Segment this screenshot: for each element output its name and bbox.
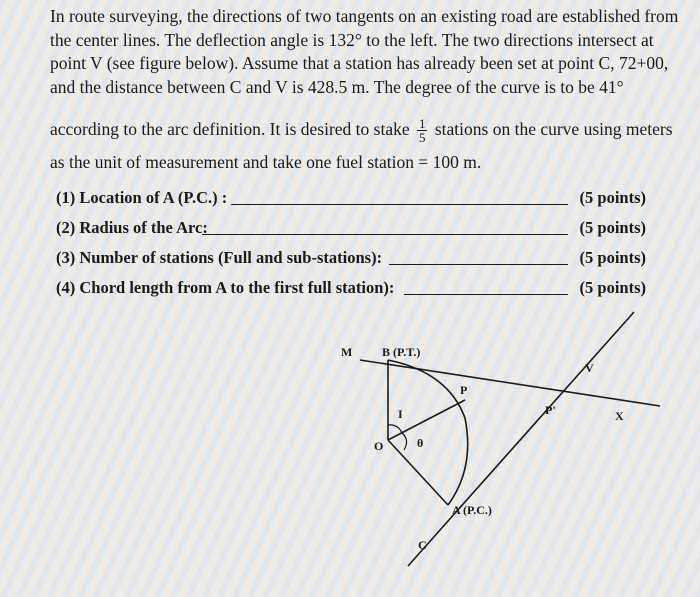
- angle-theta-arc: [402, 433, 407, 450]
- angle-i-arc: [388, 425, 402, 433]
- label-p-prime: P': [545, 403, 556, 417]
- question-4-points: (5 points): [579, 278, 646, 297]
- question-3-points: (5 points): [579, 248, 646, 267]
- label-a-pc: A (P.C.): [452, 503, 492, 517]
- label-b-pt: B (P.T.): [382, 345, 421, 359]
- stake-text-after: stations on the curve using meters: [434, 119, 673, 139]
- question-4-label: (4) Chord length from A to the first full station):: [56, 278, 395, 297]
- question-2-points: (5 points): [579, 218, 646, 237]
- tangent-line-mx: [360, 360, 660, 406]
- question-2-label: (2) Radius of the Arc:: [56, 218, 208, 237]
- question-3-label: (3) Number of stations (Full and sub-stations):: [56, 248, 383, 267]
- question-1-points: (5 points): [579, 188, 646, 207]
- label-o: O: [374, 439, 384, 453]
- problem-line-station: as the unit of measurement and take one fuel station = 100 m.: [50, 152, 482, 172]
- label-i: I: [398, 407, 403, 421]
- label-x: X: [615, 409, 624, 423]
- tangent-line-cv: [408, 312, 634, 566]
- problem-paragraph: In route surveying, the directions of two tangents on an existing road are established from the center lines. The deflection angle is 132° to the left. The two directions intersect at point V (see figure below). Assume that a station has already been set at point C, 72+00, and the distance between C and V is 428.5 m. The degree of the curve is to be 41°: [50, 6, 679, 97]
- label-m: M: [341, 345, 353, 359]
- label-c: C: [418, 538, 427, 552]
- stake-text-before: according to the arc definition. It is desired to stake: [50, 119, 410, 139]
- label-v: V: [585, 361, 594, 375]
- fraction-numerator: 1: [418, 116, 426, 132]
- question-1-label: (1) Location of A (P.C.) :: [56, 188, 228, 207]
- fraction-denominator: 5: [418, 130, 426, 146]
- label-theta: θ: [417, 436, 424, 450]
- label-p: P: [460, 383, 468, 397]
